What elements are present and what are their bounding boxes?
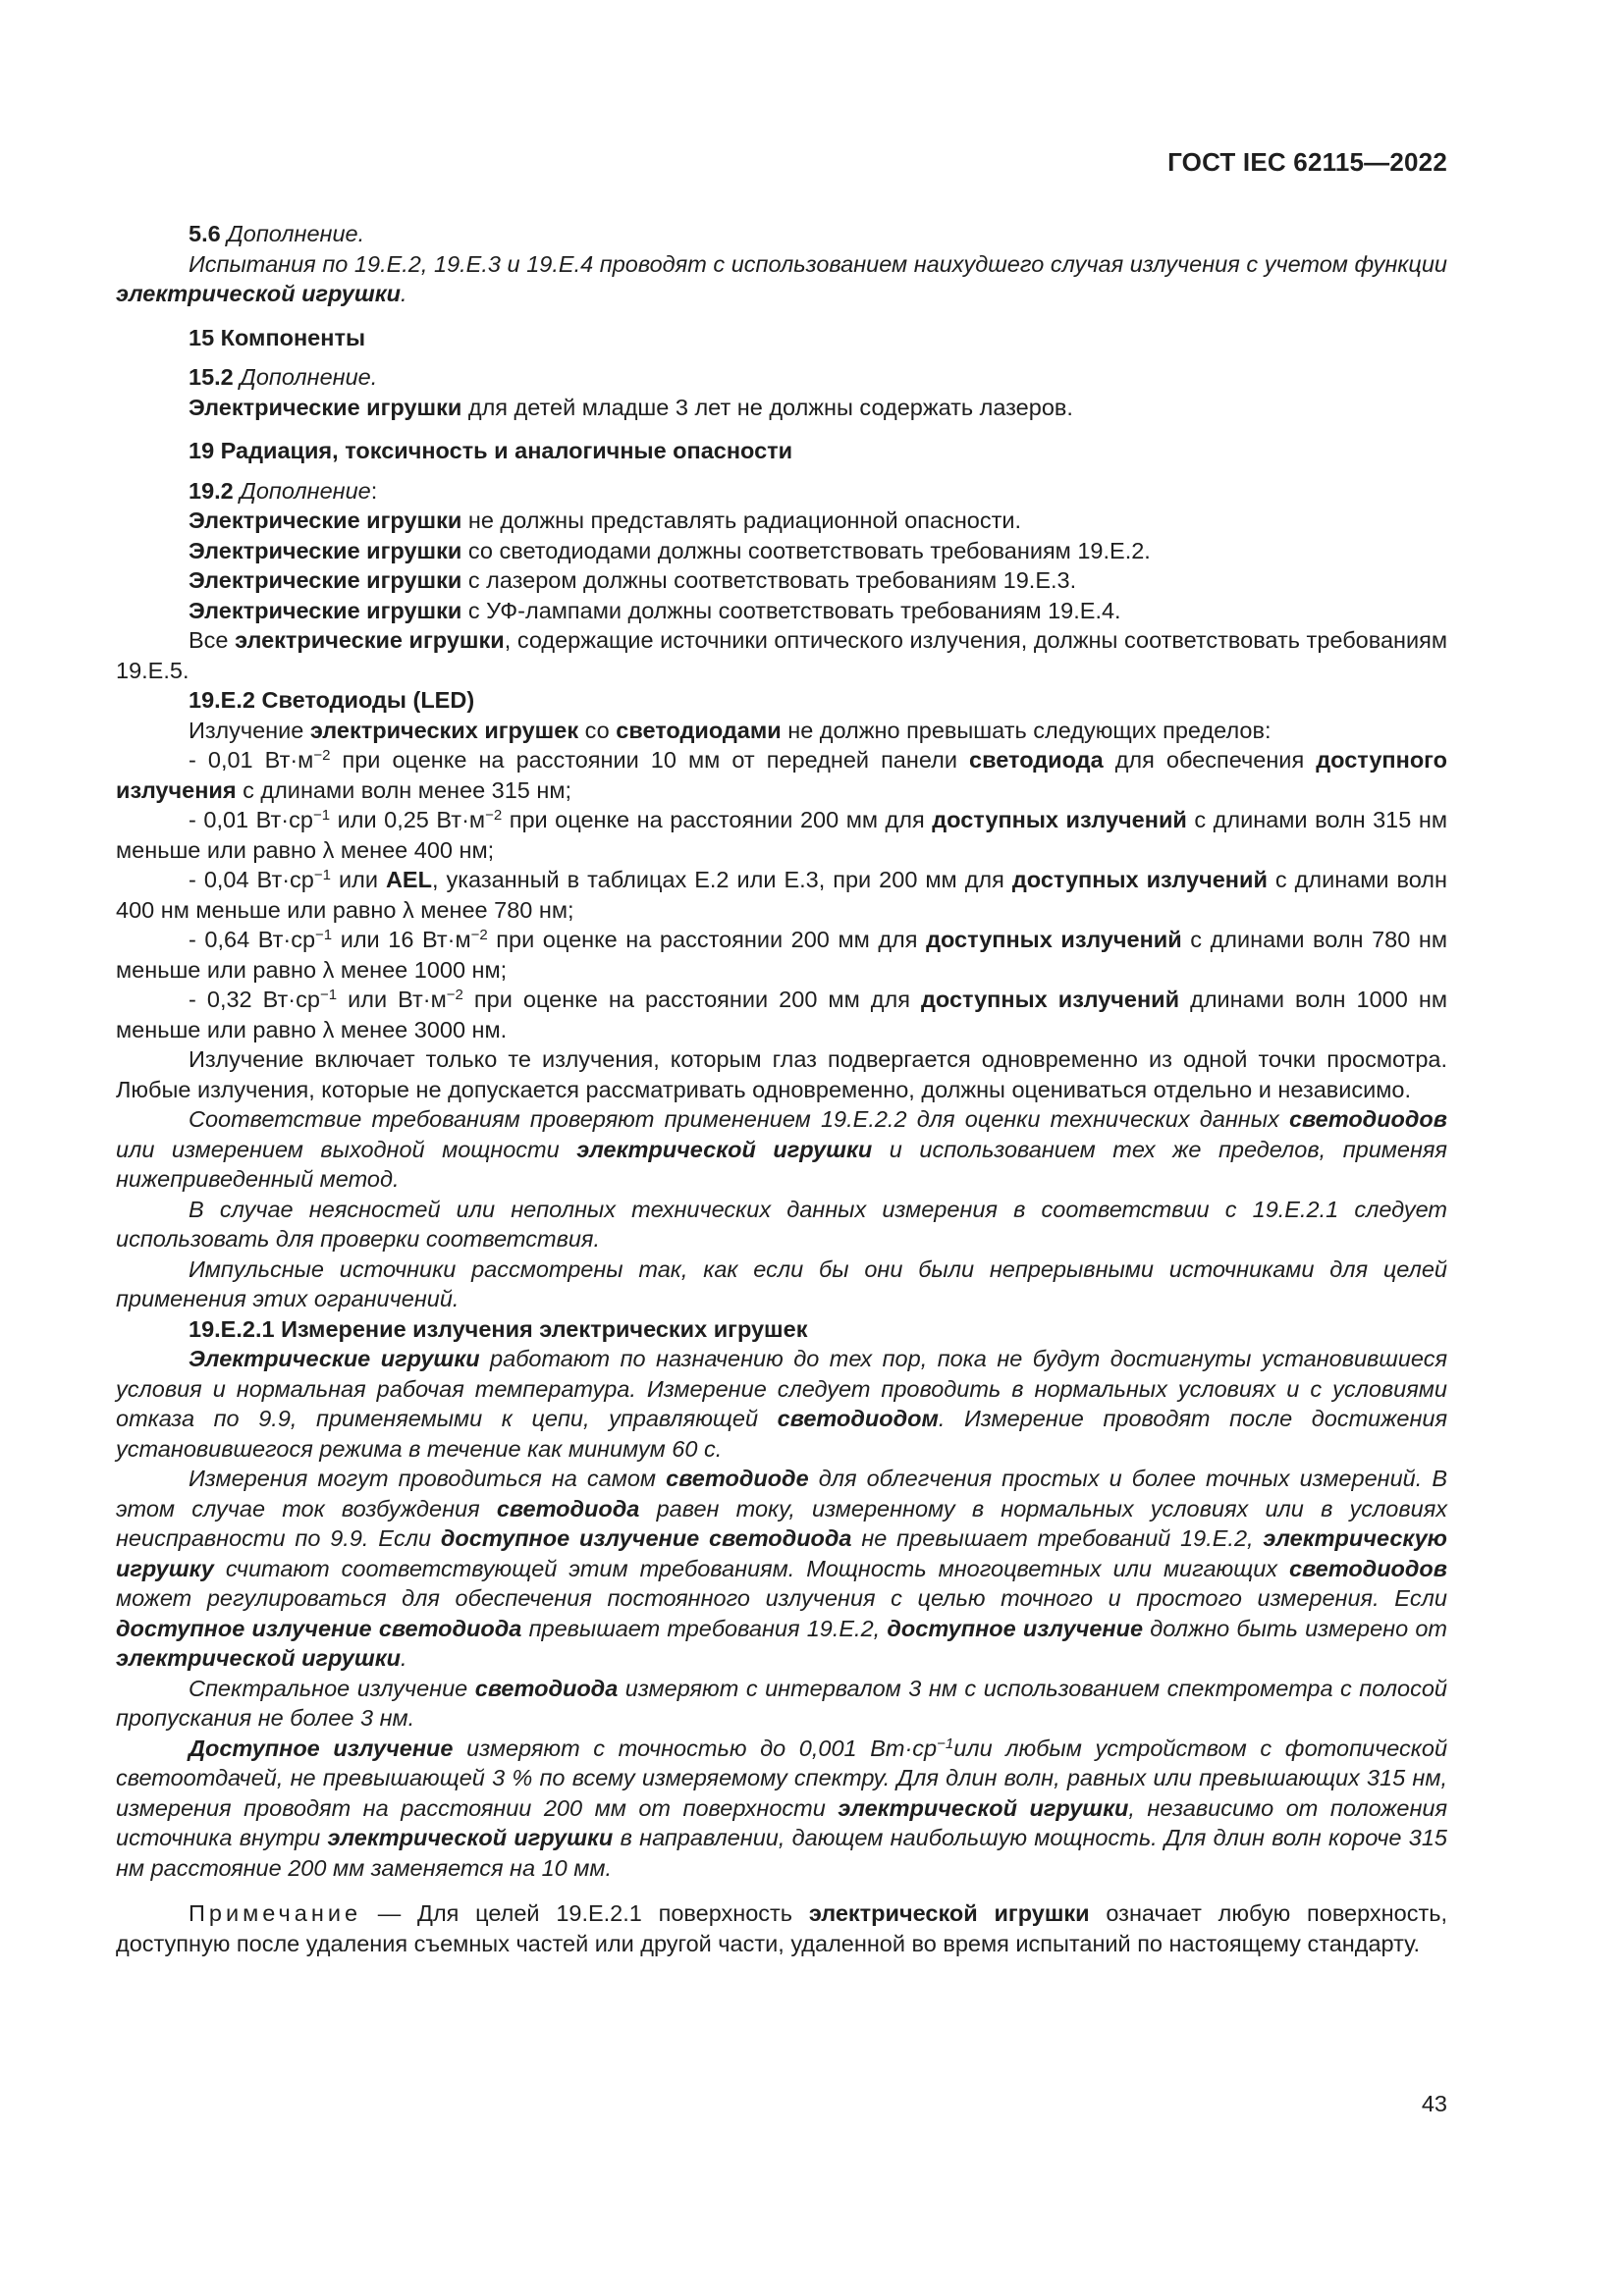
document-body [116, 219, 1447, 1958]
paragraph: Импульсные источники рассмотрены так, как если бы они были непрерывными источниками для целей применения этих ограничений. [116, 1255, 1447, 1311]
paragraph: Электрические игрушки для детей младше 3 лет не должны содержать лазеров. [189, 394, 1073, 420]
section-heading: 15 Компоненты [189, 324, 366, 350]
page-number: 43 [1421, 2091, 1447, 2116]
paragraph: - 0,01 $Вт\cdot м^{-2}$ при оценке на расстоянии 10 мм от передней панели светодиода для обеспечения доступного излучения с длинами волн менее 315 нм; [116, 747, 1448, 803]
paragraph: - 0,01 $Вт\cdot ср^{-1}$ или 0,25 $Вт\cdot м^{-2}$ при оценке на расстоянии 200 мм для доступных излучений с длинами волн 315 нм меньше или равно λ менее 400 нм; [116, 807, 1448, 863]
paragraph: Излучение включает только те излучения, которым глаз подвергается одновременно из одной точки просмотра. Любые излучения, которые не допускается рассматривать одновременно, должны оцениваться отдельно и независимо. [116, 1046, 1447, 1102]
section-heading: 5.6 Дополнение. [189, 221, 365, 246]
paragraph: Все электрические игрушки, содержащие источники оптического излучения, должны соответствовать требованиям 19.Е.5. [116, 627, 1448, 683]
paragraph: Электрические игрушки работают по назначению до тех пор, пока не будут достигнуты установившиеся условия и нормальная рабочая температура. Измерение следует проводить в нормальных условиях и с условиями отказа по 9.9, применяемыми к цепи, управляющей светодиодом. Измерение проводят после достижения установившегося режима в течение как минимум 60 с. [116, 1346, 1448, 1462]
paragraph: Доступное излучение измеряют с точностью до 0,001 $Вт\cdot ср^{-1}или$ любым устройством с фотопической светоотдачей, не превышающей 3 % по всему измеряемому спектру. Для длин волн, равных или превышающих 315 нм, измерения проводят на расстоянии 200 мм от поверхности электрической игрушки, независимо от положения источника внутри электрической игрушки в направлении, дающем наибольшую мощность. Для длин волн короче 315 нм расстояние 200 мм заменяется на 10 мм. [116, 1735, 1448, 1881]
section-heading: 15.2 Дополнение. [189, 364, 378, 390]
paragraph: Измерения могут проводиться на самом светодиоде для облегчения простых и более точных измерений. В этом случае ток возбуждения светодиода равен току, измеренному в нормальных условиях или в условиях неисправности по 9.9. Если доступное излучение светодиода не превышает требований 19.Е.2, электрическую игрушку считают соответствующей этим требованиям. Мощность многоцветных или мигающих светодиодов может регулироваться для обеспечения постоянного излучения с целью точного и простого измерения. Если доступное излучение светодиода превышает требования 19.Е.2, доступное излучение должно быть измерено от электрической игрушки. [116, 1466, 1448, 1671]
paragraph: Примечание — Для целей 19.Е.2.1 поверхность электрической игрушки означает любую поверхность, доступную после удаления съемных частей или другой части, удаленной во время испытаний по настоящему стандарту. [116, 1900, 1447, 1956]
section-heading: 19.Е.2.1 Измерение излучения электрических игрушек [189, 1315, 808, 1342]
document-header: ГОСТ IEC 62115—2022 [1167, 147, 1447, 177]
section-heading: 19.2 Дополнение: [189, 477, 378, 504]
paragraph: Электрические игрушки с лазером должны соответствовать требованиям 19.Е.3. [189, 567, 1077, 593]
paragraph: Спектральное излучение светодиода измеряют с интервалом 3 нм с использованием спектрометра с полосой пропускания не более 3 нм. [116, 1675, 1447, 1731]
paragraph: Излучение электрических игрушек со светодиодами не должно превышать следующих пределов: [189, 717, 1272, 743]
paragraph: - 0,64 $Вт\cdot ср^{-1}$ или 16 $Вт\cdot м^{-2}$ при оценке на расстоянии 200 мм для доступных излучений с длинами волн 780 нм меньше или равно λ менее 1000 нм; [116, 927, 1448, 983]
paragraph: В случае неясностей или неполных технических данных измерения в соответствии с 19.Е.2.1 следует использовать для проверки соответствия. [116, 1196, 1447, 1252]
paragraph: - 0,32 $Вт\cdot ср^{-1}$ или $Вт\cdot м^{-2}$ при оценке на расстоянии 200 мм для доступных излучений длинами волн 1000 нм меньше или равно λ менее 3000 нм. [116, 987, 1447, 1042]
paragraph: Испытания по 19.Е.2, 19.Е.3 и 19.Е.4 проводят с использованием наихудшего случая излучения с учетом функции электрической игрушки. [116, 250, 1447, 306]
paragraph: Электрические игрушки со светодиодами должны соответствовать требованиям 19.Е.2. [189, 537, 1151, 563]
section-heading: 19 Радиация, токсичность и аналогичные опасности [189, 438, 793, 463]
section-heading: 19.Е.2 Светодиоды (LED) [189, 687, 475, 713]
paragraph: Электрические игрушки не должны представлять радиационной опасности. [189, 507, 1022, 533]
paragraph: Электрические игрушки с УФ-лампами должны соответствовать требованиям 19.Е.4. [189, 597, 1121, 623]
paragraph: Соответствие требованиям проверяют применением 19.Е.2.2 для оценки технических данных светодиодов или измерением выходной мощности электрической игрушки и использованием тех же пределов, применяя нижеприведенный метод. [116, 1106, 1447, 1192]
paragraph: - 0,04 $Вт\cdot ср^{-1}$ или AEL, указанный в таблицах Е.2 или Е.3, при 200 мм для доступных излучений с длинами волн 400 нм меньше или равно λ менее 780 нм; [116, 867, 1447, 923]
